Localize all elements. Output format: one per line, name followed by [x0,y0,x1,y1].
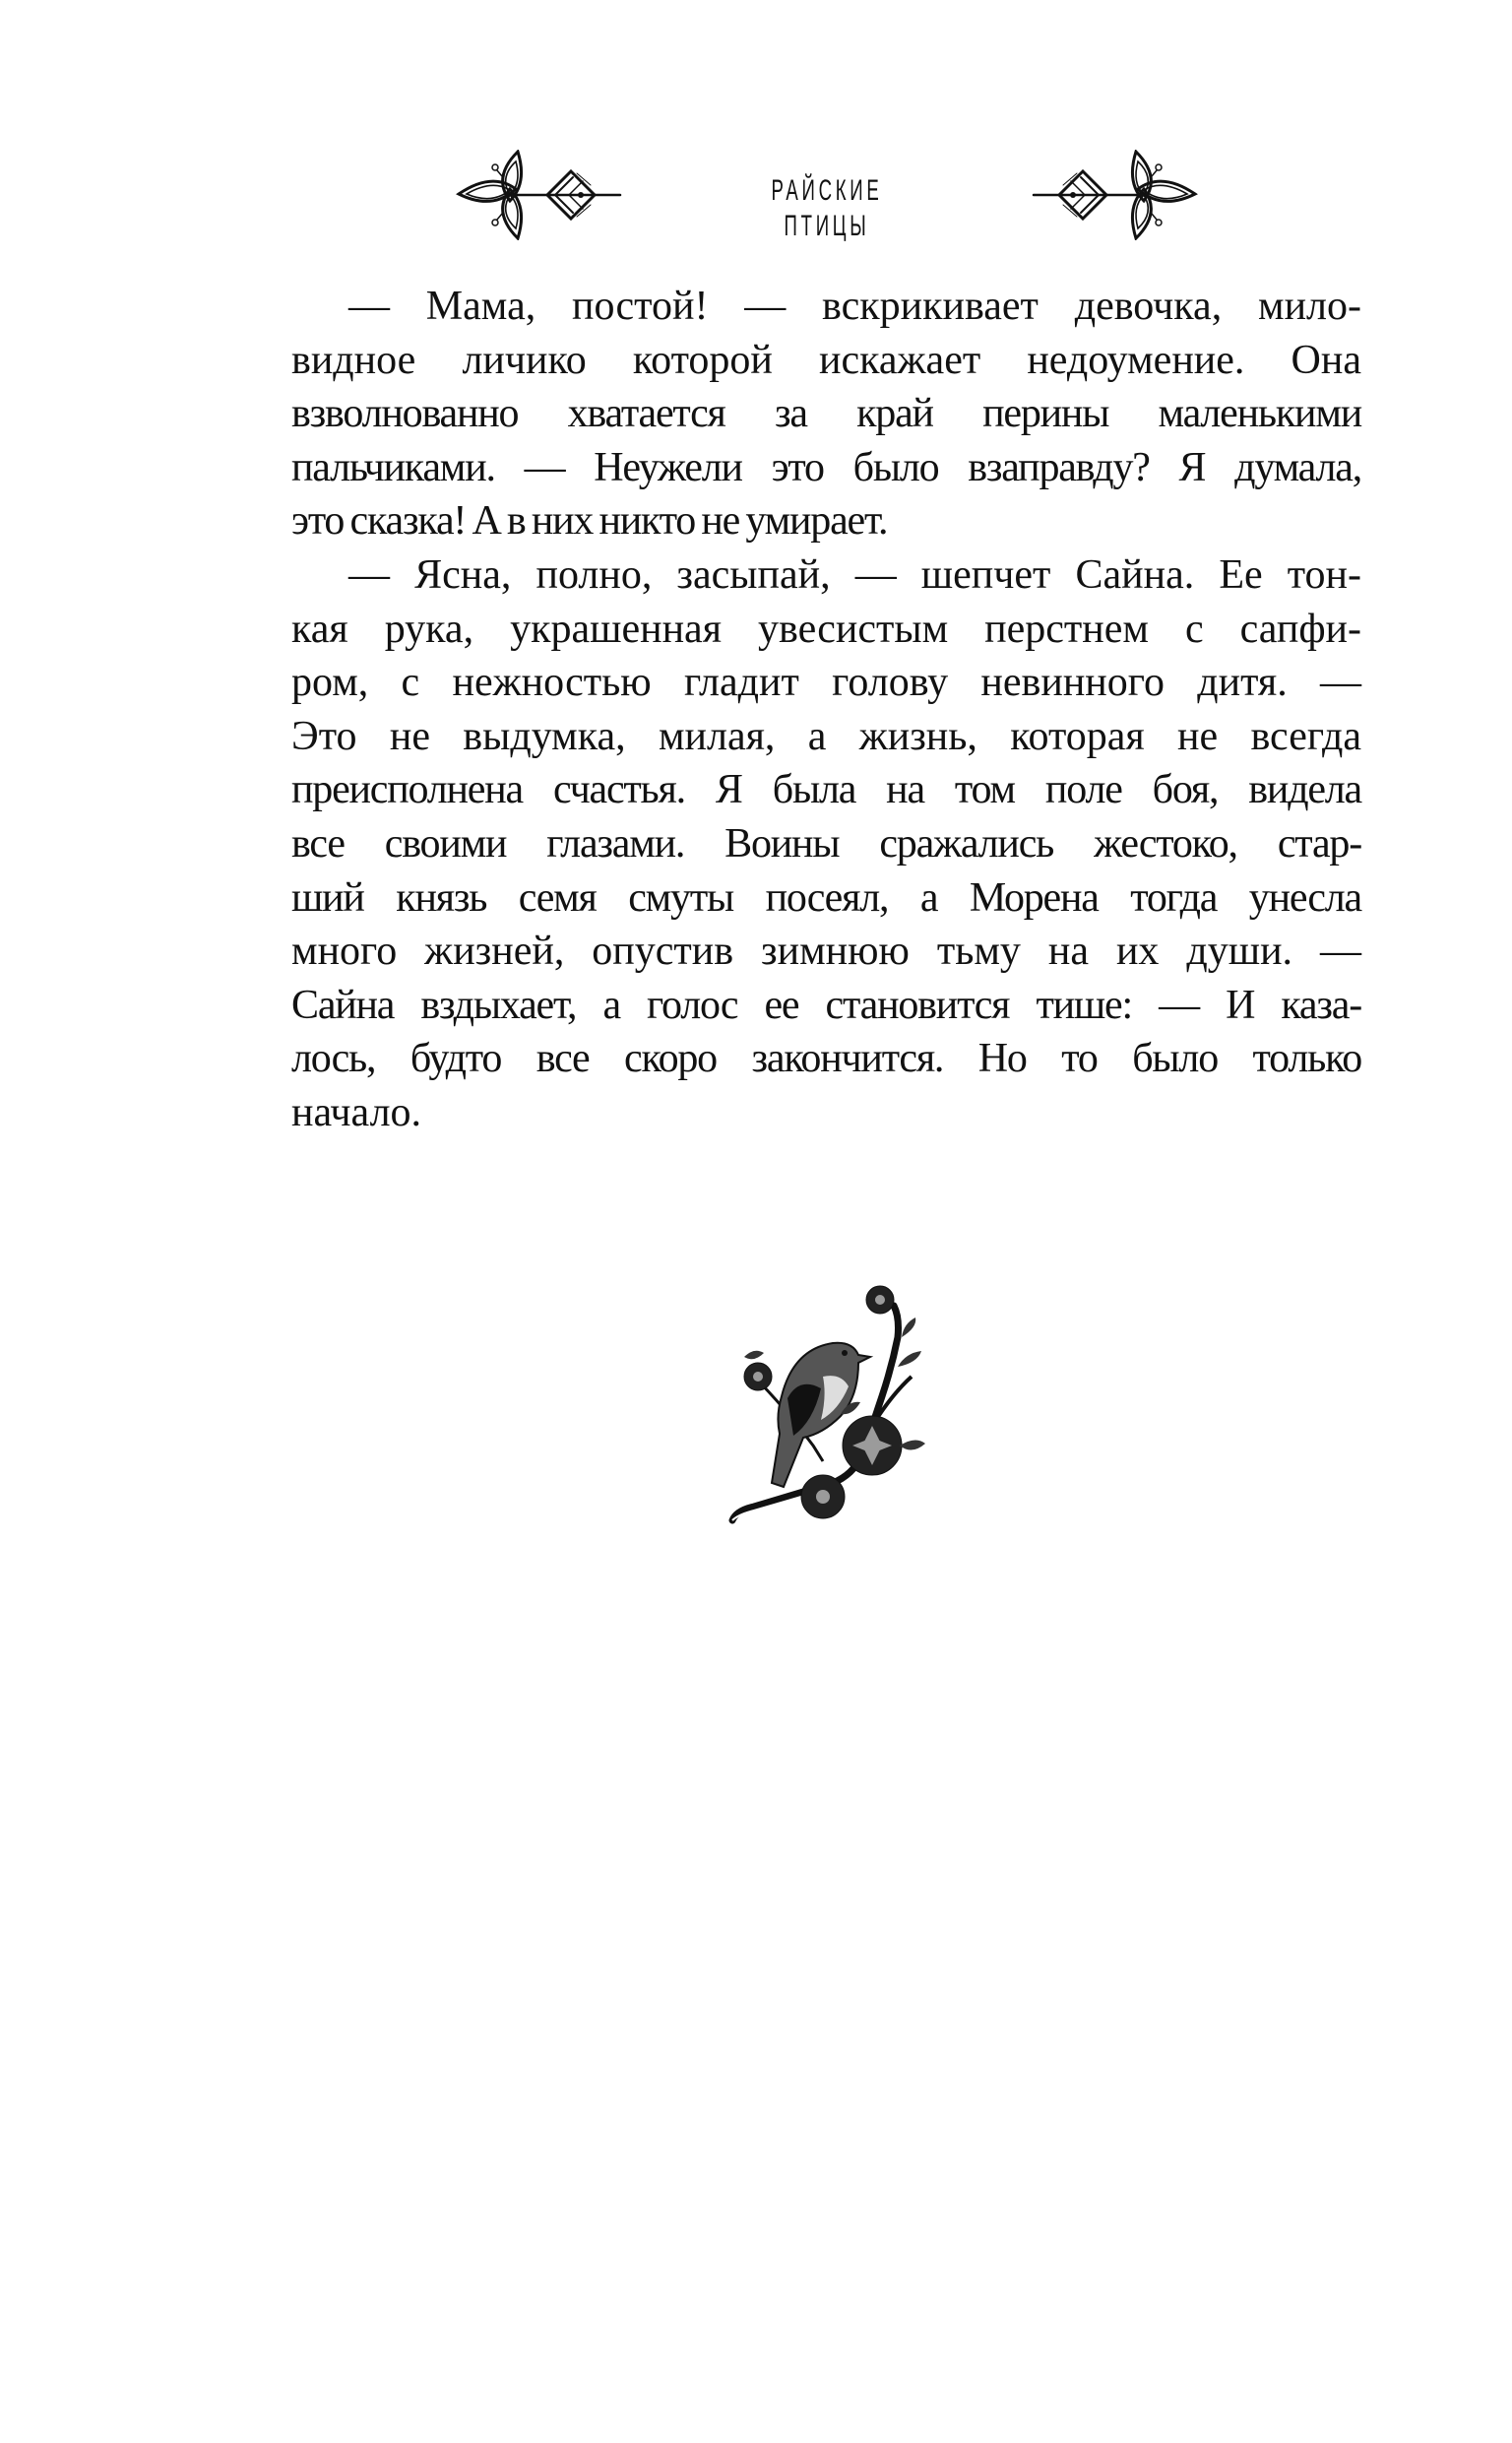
text-line: пальчиками. — Неужели это было взаправду? Я думала, [291,444,1361,490]
text-line: лось, будто все скоро закончится. Но то было только [291,1036,1361,1082]
celtic-ornament-left-icon [453,150,622,240]
celtic-ornament-right-icon [1032,150,1201,240]
text-line: ший князь семя смуты посеял, а Морена тогда унесла [291,874,1361,921]
text-line: Сайна вздыхает, а голос ее становится тише: — И каза- [291,982,1361,1028]
text-line: взволнованно хватается за край перины маленькими [291,391,1361,437]
paragraph-2 [291,548,1361,1140]
text-line: преисполнена счастья. Я была на том поле боя, видела [291,767,1361,813]
text-line: все своими глазами. Воины сражались жестоко, стар- [291,820,1361,867]
text-line: кая рука, украшенная увесистым перстнем с сапфи- [291,606,1361,652]
body-text [291,280,1361,1140]
text-line: ром, с нежностью гладит голову невинного дитя. — [291,660,1361,706]
bird-on-branch-illustration-icon [724,1278,927,1528]
text-line: — Ясна, полно, засыпай, — шепчет Сайна. Ее тон- [348,551,1361,598]
text-line: видное личико которой искажает недоумение. Она [291,337,1361,383]
text-line: начало. [291,1089,422,1135]
text-line: много жизней, опустив зимнюю тьму на их души. — [291,929,1361,975]
running-head-title: РАЙСКИЕ ПТИЦЫ [771,174,883,242]
text-line: Это не выдумка, милая, а жизнь, которая не всегда [291,713,1361,759]
text-line: — Мама, постой! — вскрикивает девочка, мило- [348,284,1361,329]
text-line: это сказка! А в них никто не умирает. [291,498,888,545]
paragraph-1 [291,280,1361,548]
